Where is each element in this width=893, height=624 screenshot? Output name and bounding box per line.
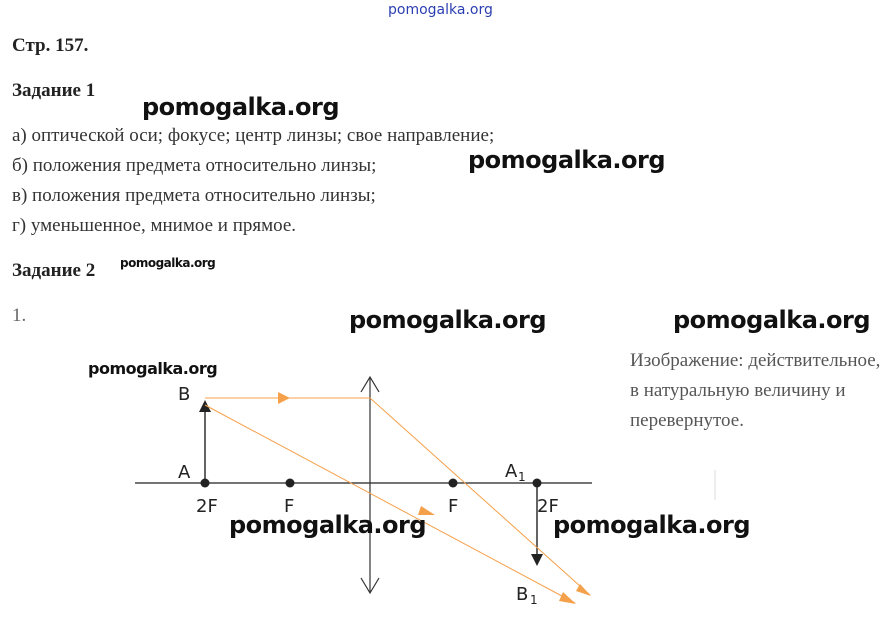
point-2F-left [201,479,210,488]
site-watermark-top: pomogalka.org [388,2,493,18]
ray-central-arrow-end [559,592,576,604]
watermark: pomogalka.org [120,256,216,270]
task1-answer-a: а) оптической оси; фокусе; центр линзы; свое направление; [12,125,495,146]
watermark: pomogalka.org [468,146,666,174]
task1-answer-b: б) положения предмета относительно линзы; [12,155,377,176]
point-2F-right [533,479,542,488]
ray-central [205,405,575,603]
label-2F-left: 2F [196,496,218,517]
watermark: pomogalka.org [349,306,547,334]
point-F-left [286,479,295,488]
task1-answer-d: г) уменьшенное, мнимое и прямое. [12,215,297,236]
label-B1-sub: 1 [530,593,538,607]
label-2F-right: 2F [537,496,559,517]
object-arrow-head [199,400,211,412]
point-F-right [449,479,458,488]
label-A1: A [505,461,518,482]
task2-item-number: 1. [12,305,27,326]
watermark: pomogalka.org [88,359,218,378]
image-arrow-head [531,554,543,566]
label-F-right: F [448,496,459,517]
task1-heading: Задание 1 [12,80,96,101]
label-F-left: F [284,496,295,517]
image-description: Изображение: действительное, в натуральную величину и перевернутое. [630,350,881,431]
ray-parallel-arrow [278,392,290,404]
watermark: pomogalka.org [553,511,751,539]
ray-refracted-arrow [576,584,591,596]
task2-heading: Задание 2 [12,260,96,281]
watermark: pomogalka.org [142,93,340,121]
label-A: A [178,462,191,483]
page-number: Стр. 157. [12,35,89,56]
task1-answer-c: в) положения предмета относительно линзы; [12,185,376,206]
watermark: pomogalka.org [229,511,427,539]
label-B: B [178,384,191,405]
label-A1-sub: 1 [518,470,526,484]
label-B1: B [516,584,529,605]
watermark: pomogalka.org [673,306,871,334]
